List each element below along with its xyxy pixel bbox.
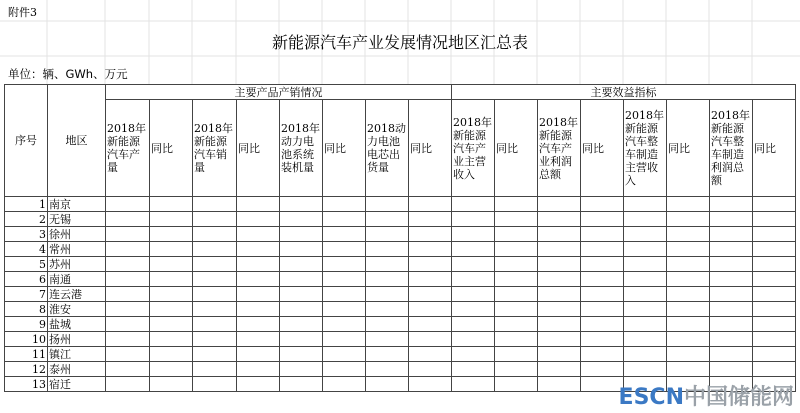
row-number: 5 [5,257,48,272]
data-cell[interactable] [409,227,452,242]
row-region: 无锡 [48,212,106,227]
data-cell[interactable] [366,317,409,332]
table-body [5,197,796,392]
row-number: 4 [5,242,48,257]
row-number: 6 [5,272,48,287]
header-vehicle-profit: 2018年新能源汽车整车制造利润总额 [710,100,753,197]
data-cell[interactable] [366,287,409,302]
data-cell[interactable] [495,377,538,392]
data-cell[interactable] [581,377,624,392]
data-cell[interactable] [538,197,581,212]
data-cell[interactable] [237,227,280,242]
table-row [5,362,796,377]
row-number: 1 [5,197,48,212]
data-cell[interactable] [193,257,237,272]
data-cell[interactable] [495,197,538,212]
data-cell[interactable] [237,257,280,272]
row-number: 2 [5,212,48,227]
header-region: 地区 [48,85,106,197]
data-cell[interactable] [366,257,409,272]
data-cell[interactable] [753,242,796,257]
table-row [5,197,796,212]
data-cell[interactable] [753,362,796,377]
data-cell[interactable] [237,197,280,212]
data-cell[interactable] [150,272,193,287]
data-cell[interactable] [409,242,452,257]
row-region: 宿迁 [48,377,106,392]
table-row [5,302,796,317]
data-cell[interactable] [280,317,323,332]
data-cell[interactable] [150,257,193,272]
annex-label: 附件3 [8,6,37,19]
data-cell[interactable] [150,287,193,302]
data-cell[interactable] [106,287,150,302]
header-yoy: 同比 [237,100,280,197]
data-cell[interactable] [624,197,667,212]
data-cell[interactable] [366,377,409,392]
row-number: 3 [5,227,48,242]
data-cell[interactable] [150,212,193,227]
header-yoy: 同比 [495,100,538,197]
data-cell[interactable] [237,347,280,362]
header-yoy: 同比 [150,100,193,197]
data-cell[interactable] [409,212,452,227]
data-cell[interactable] [237,272,280,287]
data-cell[interactable] [452,302,495,317]
data-cell[interactable] [667,227,710,242]
data-cell[interactable] [452,257,495,272]
data-cell[interactable] [323,197,366,212]
data-cell[interactable] [323,317,366,332]
data-cell[interactable] [366,242,409,257]
data-cell[interactable] [624,302,667,317]
data-cell[interactable] [667,302,710,317]
data-cell[interactable] [106,332,150,347]
data-cell[interactable] [667,287,710,302]
data-cell[interactable] [624,347,667,362]
data-cell[interactable] [106,317,150,332]
data-cell[interactable] [106,257,150,272]
header-yoy: 同比 [753,100,796,197]
data-cell[interactable] [150,227,193,242]
data-cell[interactable] [581,242,624,257]
data-cell[interactable] [323,377,366,392]
header-no: 序号 [5,85,48,197]
header-battery-installed: 2018年动力电池系统装机量 [280,100,323,197]
data-cell[interactable] [106,242,150,257]
data-cell[interactable] [150,347,193,362]
header-cell-shipment: 2018动力电池电芯出货量 [366,100,409,197]
data-cell[interactable] [193,377,237,392]
data-cell[interactable] [581,227,624,242]
data-cell[interactable] [624,287,667,302]
data-cell[interactable] [150,332,193,347]
data-cell[interactable] [150,317,193,332]
data-cell[interactable] [193,362,237,377]
row-region: 扬州 [48,332,106,347]
data-cell[interactable] [409,197,452,212]
row-region: 镇江 [48,347,106,362]
data-cell[interactable] [495,257,538,272]
header-group-benefit: 主要效益指标 [452,85,796,100]
data-cell[interactable] [150,197,193,212]
data-cell[interactable] [193,227,237,242]
data-cell[interactable] [495,347,538,362]
data-cell[interactable] [106,272,150,287]
data-cell[interactable] [106,362,150,377]
data-cell[interactable] [452,347,495,362]
data-cell[interactable] [409,302,452,317]
data-cell[interactable] [753,272,796,287]
data-cell[interactable] [710,212,753,227]
row-region: 徐州 [48,227,106,242]
data-cell[interactable] [581,362,624,377]
row-number: 7 [5,287,48,302]
table-row [5,257,796,272]
data-cell[interactable] [237,302,280,317]
data-cell[interactable] [452,377,495,392]
data-cell[interactable] [106,377,150,392]
data-cell[interactable] [150,302,193,317]
data-cell[interactable] [710,302,753,317]
data-cell[interactable] [237,332,280,347]
data-cell[interactable] [538,332,581,347]
data-cell[interactable] [409,377,452,392]
data-cell[interactable] [193,197,237,212]
data-cell[interactable] [366,212,409,227]
data-cell[interactable] [753,347,796,362]
data-cell[interactable] [280,197,323,212]
data-cell[interactable] [366,272,409,287]
data-cell[interactable] [624,317,667,332]
data-cell[interactable] [150,377,193,392]
data-cell[interactable] [193,212,237,227]
data-cell[interactable] [538,347,581,362]
data-cell[interactable] [495,287,538,302]
data-cell[interactable] [193,287,237,302]
data-cell[interactable] [323,302,366,317]
table-row [5,332,796,347]
header-vehicle-revenue: 2018年新能源汽车整车制造主营收入 [624,100,667,197]
data-cell[interactable] [150,362,193,377]
data-cell[interactable] [452,272,495,287]
summary-table [4,84,796,392]
data-cell[interactable] [538,272,581,287]
table-row [5,287,796,302]
data-cell[interactable] [624,362,667,377]
data-cell[interactable] [624,242,667,257]
data-cell[interactable] [581,332,624,347]
data-cell[interactable] [193,317,237,332]
data-cell[interactable] [538,377,581,392]
row-region: 连云港 [48,287,106,302]
data-cell[interactable] [366,362,409,377]
data-cell[interactable] [193,302,237,317]
data-cell[interactable] [753,287,796,302]
data-cell[interactable] [452,197,495,212]
data-cell[interactable] [624,212,667,227]
data-cell[interactable] [753,332,796,347]
row-number: 9 [5,317,48,332]
table-row [5,227,796,242]
data-cell[interactable] [323,212,366,227]
data-cell[interactable] [280,302,323,317]
data-cell[interactable] [237,242,280,257]
data-cell[interactable] [710,347,753,362]
data-cell[interactable] [667,272,710,287]
data-cell[interactable] [366,347,409,362]
header-nev-output: 2018年新能源汽车产量 [106,100,150,197]
data-cell[interactable] [667,317,710,332]
data-cell[interactable] [323,227,366,242]
data-cell[interactable] [538,227,581,242]
row-region: 南京 [48,197,106,212]
header-industry-revenue: 2018年新能源汽车产业主营收入 [452,100,495,197]
data-cell[interactable] [710,227,753,242]
data-cell[interactable] [538,362,581,377]
data-cell[interactable] [237,362,280,377]
data-cell[interactable] [280,287,323,302]
data-cell[interactable] [495,302,538,317]
data-cell[interactable] [237,317,280,332]
row-region: 泰州 [48,362,106,377]
data-cell[interactable] [667,257,710,272]
data-cell[interactable] [624,257,667,272]
data-cell[interactable] [710,272,753,287]
data-cell[interactable] [624,227,667,242]
table-row [5,212,796,227]
data-cell[interactable] [538,302,581,317]
data-cell[interactable] [538,257,581,272]
data-cell[interactable] [237,377,280,392]
data-cell[interactable] [237,212,280,227]
data-cell[interactable] [753,302,796,317]
data-cell[interactable] [280,377,323,392]
data-cell[interactable] [323,332,366,347]
data-cell[interactable] [624,332,667,347]
data-cell[interactable] [581,257,624,272]
data-cell[interactable] [106,197,150,212]
data-cell[interactable] [106,212,150,227]
row-number: 10 [5,332,48,347]
row-region: 淮安 [48,302,106,317]
data-cell[interactable] [323,347,366,362]
data-cell[interactable] [366,197,409,212]
data-cell[interactable] [753,227,796,242]
data-cell[interactable] [753,317,796,332]
data-cell[interactable] [581,302,624,317]
data-cell[interactable] [667,332,710,347]
data-cell[interactable] [538,212,581,227]
data-cell[interactable] [667,347,710,362]
data-cell[interactable] [323,287,366,302]
data-cell[interactable] [667,242,710,257]
table-row [5,317,796,332]
data-cell[interactable] [667,212,710,227]
data-cell[interactable] [106,347,150,362]
data-cell[interactable] [581,197,624,212]
data-cell[interactable] [538,242,581,257]
data-cell[interactable] [409,362,452,377]
data-cell[interactable] [538,287,581,302]
data-cell[interactable] [106,227,150,242]
data-cell[interactable] [323,257,366,272]
row-number: 13 [5,377,48,392]
data-cell[interactable] [193,272,237,287]
table-row [5,242,796,257]
data-cell[interactable] [452,242,495,257]
data-cell[interactable] [753,212,796,227]
header-yoy: 同比 [323,100,366,197]
data-cell[interactable] [193,347,237,362]
header-nev-sales: 2018年新能源汽车销量 [193,100,237,197]
data-cell[interactable] [667,197,710,212]
data-cell[interactable] [581,287,624,302]
data-cell[interactable] [280,347,323,362]
data-cell[interactable] [753,257,796,272]
data-cell[interactable] [581,272,624,287]
data-cell[interactable] [452,287,495,302]
data-cell[interactable] [495,317,538,332]
table-row [5,347,796,362]
row-region: 苏州 [48,257,106,272]
data-cell[interactable] [495,332,538,347]
data-cell[interactable] [452,212,495,227]
data-cell[interactable] [452,332,495,347]
data-cell[interactable] [495,272,538,287]
watermark-name: 中国储能网 [683,385,794,410]
data-cell[interactable] [366,302,409,317]
data-cell[interactable] [710,242,753,257]
row-region: 盐城 [48,317,106,332]
data-cell[interactable] [280,272,323,287]
data-cell[interactable] [280,242,323,257]
data-cell[interactable] [710,317,753,332]
watermark-brand: ESCN [618,385,684,410]
data-cell[interactable] [538,317,581,332]
data-cell[interactable] [710,257,753,272]
data-cell[interactable] [323,272,366,287]
row-number: 12 [5,362,48,377]
data-cell[interactable] [409,257,452,272]
data-cell[interactable] [624,272,667,287]
data-cell[interactable] [495,362,538,377]
data-cell[interactable] [280,257,323,272]
data-cell[interactable] [495,227,538,242]
data-cell[interactable] [495,242,538,257]
data-cell[interactable] [452,317,495,332]
site-watermark [619,380,794,411]
data-cell[interactable] [710,287,753,302]
data-cell[interactable] [409,287,452,302]
data-cell[interactable] [323,242,366,257]
data-cell[interactable] [753,197,796,212]
data-cell[interactable] [323,362,366,377]
data-cell[interactable] [150,242,193,257]
header-yoy: 同比 [667,100,710,197]
row-number: 11 [5,347,48,362]
data-cell[interactable] [452,227,495,242]
data-cell[interactable] [106,302,150,317]
data-cell[interactable] [581,317,624,332]
data-cell[interactable] [280,362,323,377]
data-cell[interactable] [366,332,409,347]
data-cell[interactable] [409,347,452,362]
header-yoy: 同比 [409,100,452,197]
data-cell[interactable] [193,242,237,257]
page-title: 新能源汽车产业发展情况地区汇总表 [271,33,528,52]
data-cell[interactable] [280,212,323,227]
data-cell[interactable] [710,332,753,347]
row-region: 常州 [48,242,106,257]
row-number: 8 [5,302,48,317]
data-cell[interactable] [409,272,452,287]
data-cell[interactable] [409,332,452,347]
data-cell[interactable] [495,212,538,227]
row-region: 南通 [48,272,106,287]
data-cell[interactable] [409,317,452,332]
data-cell[interactable] [710,362,753,377]
data-cell[interactable] [280,332,323,347]
data-cell[interactable] [193,332,237,347]
data-cell[interactable] [581,347,624,362]
data-cell[interactable] [280,227,323,242]
data-cell[interactable] [581,212,624,227]
data-cell[interactable] [237,287,280,302]
data-cell[interactable] [366,227,409,242]
units-note: 单位：辆、GWh、万元 [8,67,128,81]
header-industry-profit: 2018年新能源汽车产业利润总额 [538,100,581,197]
data-cell[interactable] [452,362,495,377]
header-group-production: 主要产品产销情况 [106,85,452,100]
header-yoy: 同比 [581,100,624,197]
data-cell[interactable] [710,197,753,212]
data-cell[interactable] [667,362,710,377]
table-row [5,272,796,287]
